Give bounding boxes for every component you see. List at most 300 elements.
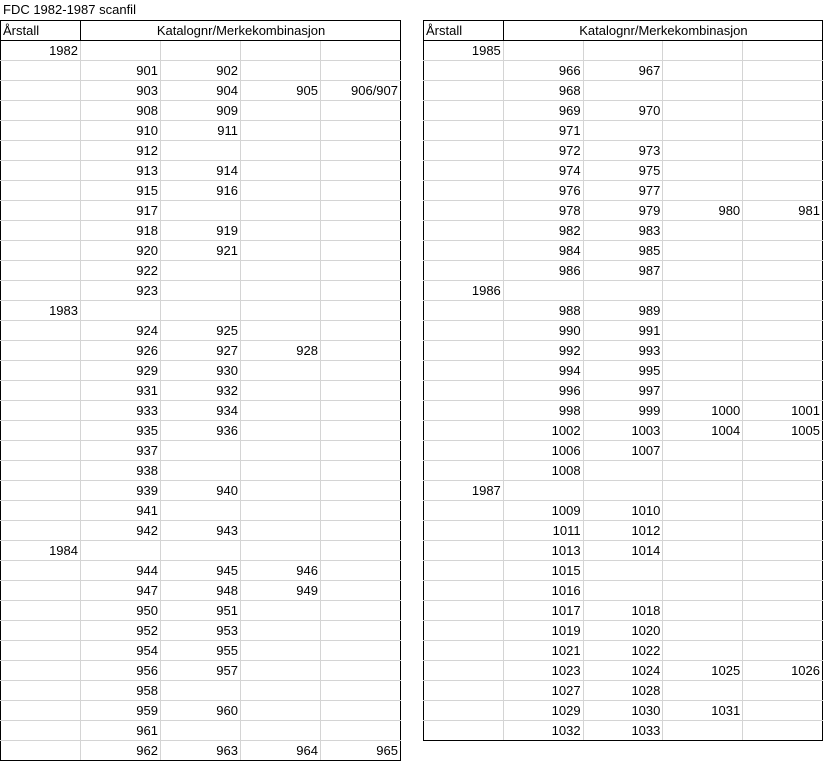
catalog-number-cell[interactable]	[241, 541, 321, 561]
year-cell[interactable]	[1, 281, 81, 301]
catalog-number-cell[interactable]	[663, 681, 743, 701]
catalog-number-cell[interactable]	[161, 201, 241, 221]
catalog-number-cell[interactable]: 919	[161, 221, 241, 241]
catalog-number-cell[interactable]	[321, 401, 401, 421]
year-cell[interactable]	[424, 621, 504, 641]
catalog-number-cell[interactable]: 953	[161, 621, 241, 641]
catalog-number-cell[interactable]	[663, 181, 743, 201]
catalog-number-cell[interactable]	[321, 481, 401, 501]
catalog-number-cell[interactable]: 962	[81, 741, 161, 761]
year-cell[interactable]	[424, 121, 504, 141]
year-cell[interactable]	[424, 381, 504, 401]
catalog-number-cell[interactable]	[743, 681, 823, 701]
catalog-number-cell[interactable]: 990	[503, 321, 583, 341]
catalog-number-cell[interactable]: 1017	[503, 601, 583, 621]
catalog-number-cell[interactable]: 937	[81, 441, 161, 461]
catalog-number-cell[interactable]: 949	[241, 581, 321, 601]
catalog-number-cell[interactable]: 983	[583, 221, 663, 241]
catalog-number-cell[interactable]: 979	[583, 201, 663, 221]
year-cell[interactable]: 1986	[424, 281, 504, 301]
catalog-number-cell[interactable]: 1015	[503, 561, 583, 581]
catalog-number-cell[interactable]	[241, 181, 321, 201]
year-cell[interactable]	[1, 481, 81, 501]
catalog-number-cell[interactable]: 930	[161, 361, 241, 381]
year-cell[interactable]: 1982	[1, 41, 81, 61]
year-cell[interactable]	[424, 181, 504, 201]
catalog-number-cell[interactable]	[241, 221, 321, 241]
catalog-number-cell[interactable]: 1021	[503, 641, 583, 661]
catalog-number-cell[interactable]: 1031	[663, 701, 743, 721]
catalog-number-cell[interactable]	[161, 141, 241, 161]
year-cell[interactable]	[1, 681, 81, 701]
catalog-number-cell[interactable]: 975	[583, 161, 663, 181]
catalog-number-cell[interactable]: 999	[583, 401, 663, 421]
catalog-number-cell[interactable]	[743, 721, 823, 741]
catalog-number-cell[interactable]: 1007	[583, 441, 663, 461]
year-cell[interactable]: 1985	[424, 41, 504, 61]
catalog-number-cell[interactable]: 951	[161, 601, 241, 621]
catalog-number-cell[interactable]: 1013	[503, 541, 583, 561]
catalog-number-cell[interactable]	[663, 501, 743, 521]
catalog-number-cell[interactable]: 989	[583, 301, 663, 321]
catalog-number-cell[interactable]	[161, 541, 241, 561]
catalog-number-cell[interactable]: 978	[503, 201, 583, 221]
catalog-number-cell[interactable]: 923	[81, 281, 161, 301]
catalog-number-cell[interactable]: 1008	[503, 461, 583, 481]
catalog-number-cell[interactable]	[663, 321, 743, 341]
catalog-number-cell[interactable]	[583, 561, 663, 581]
catalog-number-cell[interactable]	[663, 101, 743, 121]
catalog-number-cell[interactable]	[321, 661, 401, 681]
catalog-number-cell[interactable]	[743, 641, 823, 661]
catalog-number-cell[interactable]: 992	[503, 341, 583, 361]
year-cell[interactable]	[1, 701, 81, 721]
catalog-number-cell[interactable]	[161, 461, 241, 481]
catalog-number-cell[interactable]	[663, 141, 743, 161]
catalog-number-cell[interactable]	[321, 681, 401, 701]
catalog-number-cell[interactable]	[161, 501, 241, 521]
catalog-number-cell[interactable]: 952	[81, 621, 161, 641]
catalog-number-cell[interactable]: 921	[161, 241, 241, 261]
catalog-number-cell[interactable]	[81, 41, 161, 61]
catalog-number-cell[interactable]: 1010	[583, 501, 663, 521]
year-cell[interactable]	[424, 441, 504, 461]
catalog-number-cell[interactable]	[743, 561, 823, 581]
catalog-number-cell[interactable]: 906/907	[321, 81, 401, 101]
year-cell[interactable]	[424, 541, 504, 561]
catalog-number-cell[interactable]	[743, 341, 823, 361]
catalog-number-cell[interactable]	[583, 121, 663, 141]
catalog-number-cell[interactable]: 974	[503, 161, 583, 181]
catalog-number-cell[interactable]	[743, 161, 823, 181]
catalog-number-cell[interactable]	[321, 141, 401, 161]
year-cell[interactable]	[1, 241, 81, 261]
year-cell[interactable]	[1, 321, 81, 341]
year-cell[interactable]	[424, 201, 504, 221]
catalog-number-cell[interactable]: 994	[503, 361, 583, 381]
catalog-number-cell[interactable]: 902	[161, 61, 241, 81]
catalog-column-header[interactable]: Katalognr/Merkekombinasjon	[503, 21, 822, 41]
year-cell[interactable]	[1, 161, 81, 181]
catalog-number-cell[interactable]	[321, 281, 401, 301]
year-cell[interactable]	[424, 521, 504, 541]
catalog-number-cell[interactable]: 995	[583, 361, 663, 381]
catalog-number-cell[interactable]: 1019	[503, 621, 583, 641]
catalog-number-cell[interactable]	[743, 301, 823, 321]
catalog-number-cell[interactable]	[663, 341, 743, 361]
year-cell[interactable]	[1, 261, 81, 281]
catalog-number-cell[interactable]: 943	[161, 521, 241, 541]
catalog-number-cell[interactable]	[241, 281, 321, 301]
catalog-number-cell[interactable]: 913	[81, 161, 161, 181]
catalog-number-cell[interactable]	[241, 521, 321, 541]
catalog-number-cell[interactable]	[743, 621, 823, 641]
year-cell[interactable]	[1, 61, 81, 81]
catalog-number-cell[interactable]	[743, 361, 823, 381]
catalog-number-cell[interactable]	[241, 681, 321, 701]
catalog-number-cell[interactable]: 1002	[503, 421, 583, 441]
catalog-number-cell[interactable]	[241, 141, 321, 161]
catalog-number-cell[interactable]: 957	[161, 661, 241, 681]
catalog-number-cell[interactable]	[241, 361, 321, 381]
catalog-number-cell[interactable]	[241, 601, 321, 621]
catalog-number-cell[interactable]: 993	[583, 341, 663, 361]
catalog-number-cell[interactable]	[743, 81, 823, 101]
year-cell[interactable]	[1, 201, 81, 221]
catalog-number-cell[interactable]	[503, 281, 583, 301]
catalog-number-cell[interactable]	[743, 61, 823, 81]
catalog-number-cell[interactable]	[241, 241, 321, 261]
catalog-number-cell[interactable]: 908	[81, 101, 161, 121]
catalog-number-cell[interactable]: 925	[161, 321, 241, 341]
catalog-number-cell[interactable]	[321, 41, 401, 61]
year-cell[interactable]	[1, 421, 81, 441]
catalog-number-cell[interactable]: 922	[81, 261, 161, 281]
catalog-number-cell[interactable]: 940	[161, 481, 241, 501]
catalog-number-cell[interactable]: 933	[81, 401, 161, 421]
catalog-number-cell[interactable]: 988	[503, 301, 583, 321]
year-cell[interactable]	[1, 341, 81, 361]
catalog-number-cell[interactable]	[241, 101, 321, 121]
catalog-number-cell[interactable]	[241, 261, 321, 281]
year-column-header[interactable]: Årstall	[1, 21, 81, 41]
catalog-number-cell[interactable]: 967	[583, 61, 663, 81]
catalog-number-cell[interactable]: 936	[161, 421, 241, 441]
year-cell[interactable]	[1, 361, 81, 381]
year-cell[interactable]	[424, 101, 504, 121]
catalog-number-cell[interactable]	[663, 581, 743, 601]
catalog-number-cell[interactable]	[663, 481, 743, 501]
year-cell[interactable]	[424, 61, 504, 81]
catalog-number-cell[interactable]	[161, 681, 241, 701]
year-cell[interactable]	[424, 221, 504, 241]
catalog-number-cell[interactable]: 1005	[743, 421, 823, 441]
catalog-number-cell[interactable]: 961	[81, 721, 161, 741]
catalog-number-cell[interactable]	[743, 41, 823, 61]
catalog-number-cell[interactable]	[321, 501, 401, 521]
catalog-number-cell[interactable]	[321, 721, 401, 741]
catalog-number-cell[interactable]	[321, 361, 401, 381]
year-cell[interactable]	[424, 601, 504, 621]
catalog-number-cell[interactable]	[743, 441, 823, 461]
catalog-number-cell[interactable]: 970	[583, 101, 663, 121]
catalog-number-cell[interactable]	[663, 601, 743, 621]
catalog-number-cell[interactable]	[743, 541, 823, 561]
catalog-number-cell[interactable]: 959	[81, 701, 161, 721]
catalog-number-cell[interactable]	[743, 461, 823, 481]
catalog-number-cell[interactable]	[241, 301, 321, 321]
catalog-number-cell[interactable]	[663, 241, 743, 261]
year-cell[interactable]	[1, 101, 81, 121]
catalog-column-header[interactable]: Katalognr/Merkekombinasjon	[81, 21, 401, 41]
catalog-number-cell[interactable]: 985	[583, 241, 663, 261]
catalog-number-cell[interactable]: 918	[81, 221, 161, 241]
year-cell[interactable]	[424, 701, 504, 721]
catalog-number-cell[interactable]: 966	[503, 61, 583, 81]
year-cell[interactable]	[424, 161, 504, 181]
catalog-number-cell[interactable]	[161, 281, 241, 301]
year-cell[interactable]	[424, 361, 504, 381]
catalog-number-cell[interactable]	[321, 381, 401, 401]
year-cell[interactable]	[424, 501, 504, 521]
catalog-number-cell[interactable]: 1018	[583, 601, 663, 621]
year-cell[interactable]	[1, 441, 81, 461]
catalog-number-cell[interactable]: 910	[81, 121, 161, 141]
year-cell[interactable]	[424, 401, 504, 421]
catalog-number-cell[interactable]: 914	[161, 161, 241, 181]
catalog-number-cell[interactable]	[663, 621, 743, 641]
catalog-number-cell[interactable]: 986	[503, 261, 583, 281]
catalog-number-cell[interactable]	[161, 301, 241, 321]
catalog-number-cell[interactable]	[321, 101, 401, 121]
catalog-number-cell[interactable]: 1001	[743, 401, 823, 421]
year-cell[interactable]	[1, 121, 81, 141]
catalog-number-cell[interactable]	[241, 621, 321, 641]
catalog-number-cell[interactable]	[743, 221, 823, 241]
catalog-number-cell[interactable]	[663, 641, 743, 661]
year-cell[interactable]	[424, 241, 504, 261]
catalog-number-cell[interactable]: 939	[81, 481, 161, 501]
catalog-number-cell[interactable]	[743, 581, 823, 601]
catalog-number-cell[interactable]	[241, 381, 321, 401]
catalog-number-cell[interactable]	[321, 241, 401, 261]
catalog-number-cell[interactable]: 987	[583, 261, 663, 281]
year-cell[interactable]	[1, 221, 81, 241]
catalog-number-cell[interactable]: 1014	[583, 541, 663, 561]
catalog-number-cell[interactable]: 980	[663, 201, 743, 221]
catalog-number-cell[interactable]	[743, 701, 823, 721]
year-cell[interactable]	[424, 301, 504, 321]
catalog-number-cell[interactable]	[241, 161, 321, 181]
catalog-number-cell[interactable]	[663, 361, 743, 381]
catalog-number-cell[interactable]: 1003	[583, 421, 663, 441]
catalog-number-cell[interactable]: 1011	[503, 521, 583, 541]
catalog-number-cell[interactable]: 1000	[663, 401, 743, 421]
catalog-number-cell[interactable]: 981	[743, 201, 823, 221]
catalog-number-cell[interactable]	[321, 321, 401, 341]
catalog-number-cell[interactable]	[321, 621, 401, 641]
catalog-number-cell[interactable]	[503, 41, 583, 61]
catalog-number-cell[interactable]	[743, 321, 823, 341]
catalog-number-cell[interactable]	[241, 501, 321, 521]
catalog-number-cell[interactable]: 932	[161, 381, 241, 401]
catalog-number-cell[interactable]	[663, 281, 743, 301]
catalog-number-cell[interactable]: 909	[161, 101, 241, 121]
catalog-number-cell[interactable]: 931	[81, 381, 161, 401]
catalog-number-cell[interactable]: 964	[241, 741, 321, 761]
year-cell[interactable]	[1, 501, 81, 521]
catalog-number-cell[interactable]	[321, 61, 401, 81]
year-cell[interactable]: 1984	[1, 541, 81, 561]
catalog-number-cell[interactable]	[663, 721, 743, 741]
year-cell[interactable]	[1, 381, 81, 401]
catalog-number-cell[interactable]: 1030	[583, 701, 663, 721]
catalog-number-cell[interactable]	[663, 161, 743, 181]
year-cell[interactable]	[424, 141, 504, 161]
catalog-number-cell[interactable]	[321, 161, 401, 181]
catalog-number-cell[interactable]: 938	[81, 461, 161, 481]
catalog-number-cell[interactable]: 1025	[663, 661, 743, 681]
year-cell[interactable]	[424, 341, 504, 361]
catalog-number-cell[interactable]	[663, 441, 743, 461]
catalog-number-cell[interactable]	[583, 41, 663, 61]
catalog-number-cell[interactable]	[241, 701, 321, 721]
year-column-header[interactable]: Årstall	[424, 21, 504, 41]
catalog-number-cell[interactable]: 1027	[503, 681, 583, 701]
catalog-number-cell[interactable]: 915	[81, 181, 161, 201]
catalog-number-cell[interactable]: 1006	[503, 441, 583, 461]
catalog-number-cell[interactable]	[241, 441, 321, 461]
year-cell[interactable]	[424, 661, 504, 681]
catalog-number-cell[interactable]	[321, 641, 401, 661]
year-cell[interactable]	[424, 561, 504, 581]
catalog-number-cell[interactable]	[743, 241, 823, 261]
year-cell[interactable]	[1, 461, 81, 481]
catalog-number-cell[interactable]: 928	[241, 341, 321, 361]
catalog-number-cell[interactable]: 1033	[583, 721, 663, 741]
year-cell[interactable]	[424, 721, 504, 741]
catalog-number-cell[interactable]: 1029	[503, 701, 583, 721]
catalog-number-cell[interactable]: 963	[161, 741, 241, 761]
catalog-number-cell[interactable]: 968	[503, 81, 583, 101]
catalog-number-cell[interactable]	[241, 721, 321, 741]
catalog-number-cell[interactable]: 972	[503, 141, 583, 161]
year-cell[interactable]	[424, 461, 504, 481]
catalog-number-cell[interactable]: 1009	[503, 501, 583, 521]
catalog-number-cell[interactable]: 1023	[503, 661, 583, 681]
catalog-number-cell[interactable]: 1020	[583, 621, 663, 641]
catalog-number-cell[interactable]: 1028	[583, 681, 663, 701]
catalog-number-cell[interactable]: 911	[161, 121, 241, 141]
catalog-number-cell[interactable]	[81, 541, 161, 561]
catalog-number-cell[interactable]	[663, 61, 743, 81]
catalog-number-cell[interactable]: 955	[161, 641, 241, 661]
year-cell[interactable]	[1, 81, 81, 101]
catalog-number-cell[interactable]	[321, 701, 401, 721]
catalog-number-cell[interactable]	[81, 301, 161, 321]
catalog-number-cell[interactable]: 924	[81, 321, 161, 341]
catalog-number-cell[interactable]	[241, 201, 321, 221]
catalog-number-cell[interactable]	[321, 561, 401, 581]
catalog-number-cell[interactable]	[321, 261, 401, 281]
catalog-number-cell[interactable]	[321, 461, 401, 481]
year-cell[interactable]	[1, 141, 81, 161]
year-cell[interactable]	[1, 661, 81, 681]
catalog-number-cell[interactable]	[321, 181, 401, 201]
catalog-number-cell[interactable]	[241, 321, 321, 341]
catalog-number-cell[interactable]: 929	[81, 361, 161, 381]
catalog-number-cell[interactable]: 942	[81, 521, 161, 541]
catalog-number-cell[interactable]	[161, 261, 241, 281]
catalog-number-cell[interactable]	[663, 301, 743, 321]
catalog-number-cell[interactable]	[743, 481, 823, 501]
catalog-number-cell[interactable]	[321, 441, 401, 461]
catalog-number-cell[interactable]	[743, 101, 823, 121]
catalog-number-cell[interactable]	[743, 181, 823, 201]
catalog-number-cell[interactable]: 960	[161, 701, 241, 721]
catalog-number-cell[interactable]	[321, 201, 401, 221]
catalog-number-cell[interactable]	[321, 341, 401, 361]
year-cell[interactable]	[1, 621, 81, 641]
year-cell[interactable]	[1, 581, 81, 601]
catalog-number-cell[interactable]	[663, 221, 743, 241]
catalog-number-cell[interactable]	[241, 661, 321, 681]
catalog-number-cell[interactable]: 996	[503, 381, 583, 401]
catalog-number-cell[interactable]	[663, 521, 743, 541]
catalog-number-cell[interactable]	[321, 221, 401, 241]
catalog-number-cell[interactable]: 948	[161, 581, 241, 601]
year-cell[interactable]	[424, 421, 504, 441]
year-cell[interactable]	[424, 641, 504, 661]
catalog-number-cell[interactable]: 1022	[583, 641, 663, 661]
catalog-number-cell[interactable]	[321, 121, 401, 141]
catalog-number-cell[interactable]	[161, 41, 241, 61]
catalog-number-cell[interactable]	[663, 41, 743, 61]
catalog-number-cell[interactable]	[241, 421, 321, 441]
catalog-number-cell[interactable]: 904	[161, 81, 241, 101]
catalog-number-cell[interactable]	[743, 601, 823, 621]
catalog-number-cell[interactable]	[583, 281, 663, 301]
catalog-number-cell[interactable]	[663, 81, 743, 101]
catalog-number-cell[interactable]	[743, 261, 823, 281]
catalog-number-cell[interactable]	[743, 501, 823, 521]
catalog-number-cell[interactable]	[663, 541, 743, 561]
catalog-number-cell[interactable]	[663, 561, 743, 581]
catalog-number-cell[interactable]: 917	[81, 201, 161, 221]
catalog-number-cell[interactable]: 1032	[503, 721, 583, 741]
year-cell[interactable]	[1, 601, 81, 621]
catalog-number-cell[interactable]	[241, 481, 321, 501]
year-cell[interactable]	[424, 261, 504, 281]
catalog-number-cell[interactable]: 926	[81, 341, 161, 361]
catalog-number-cell[interactable]	[743, 381, 823, 401]
year-cell[interactable]: 1987	[424, 481, 504, 501]
catalog-number-cell[interactable]: 969	[503, 101, 583, 121]
year-cell[interactable]	[1, 741, 81, 761]
catalog-number-cell[interactable]	[583, 461, 663, 481]
catalog-number-cell[interactable]	[743, 141, 823, 161]
catalog-number-cell[interactable]	[321, 581, 401, 601]
catalog-number-cell[interactable]: 946	[241, 561, 321, 581]
year-cell[interactable]	[1, 561, 81, 581]
catalog-number-cell[interactable]: 935	[81, 421, 161, 441]
catalog-number-cell[interactable]	[321, 421, 401, 441]
year-cell[interactable]	[424, 81, 504, 101]
catalog-number-cell[interactable]	[663, 461, 743, 481]
catalog-number-cell[interactable]: 944	[81, 561, 161, 581]
catalog-number-cell[interactable]: 1024	[583, 661, 663, 681]
catalog-number-cell[interactable]	[321, 521, 401, 541]
